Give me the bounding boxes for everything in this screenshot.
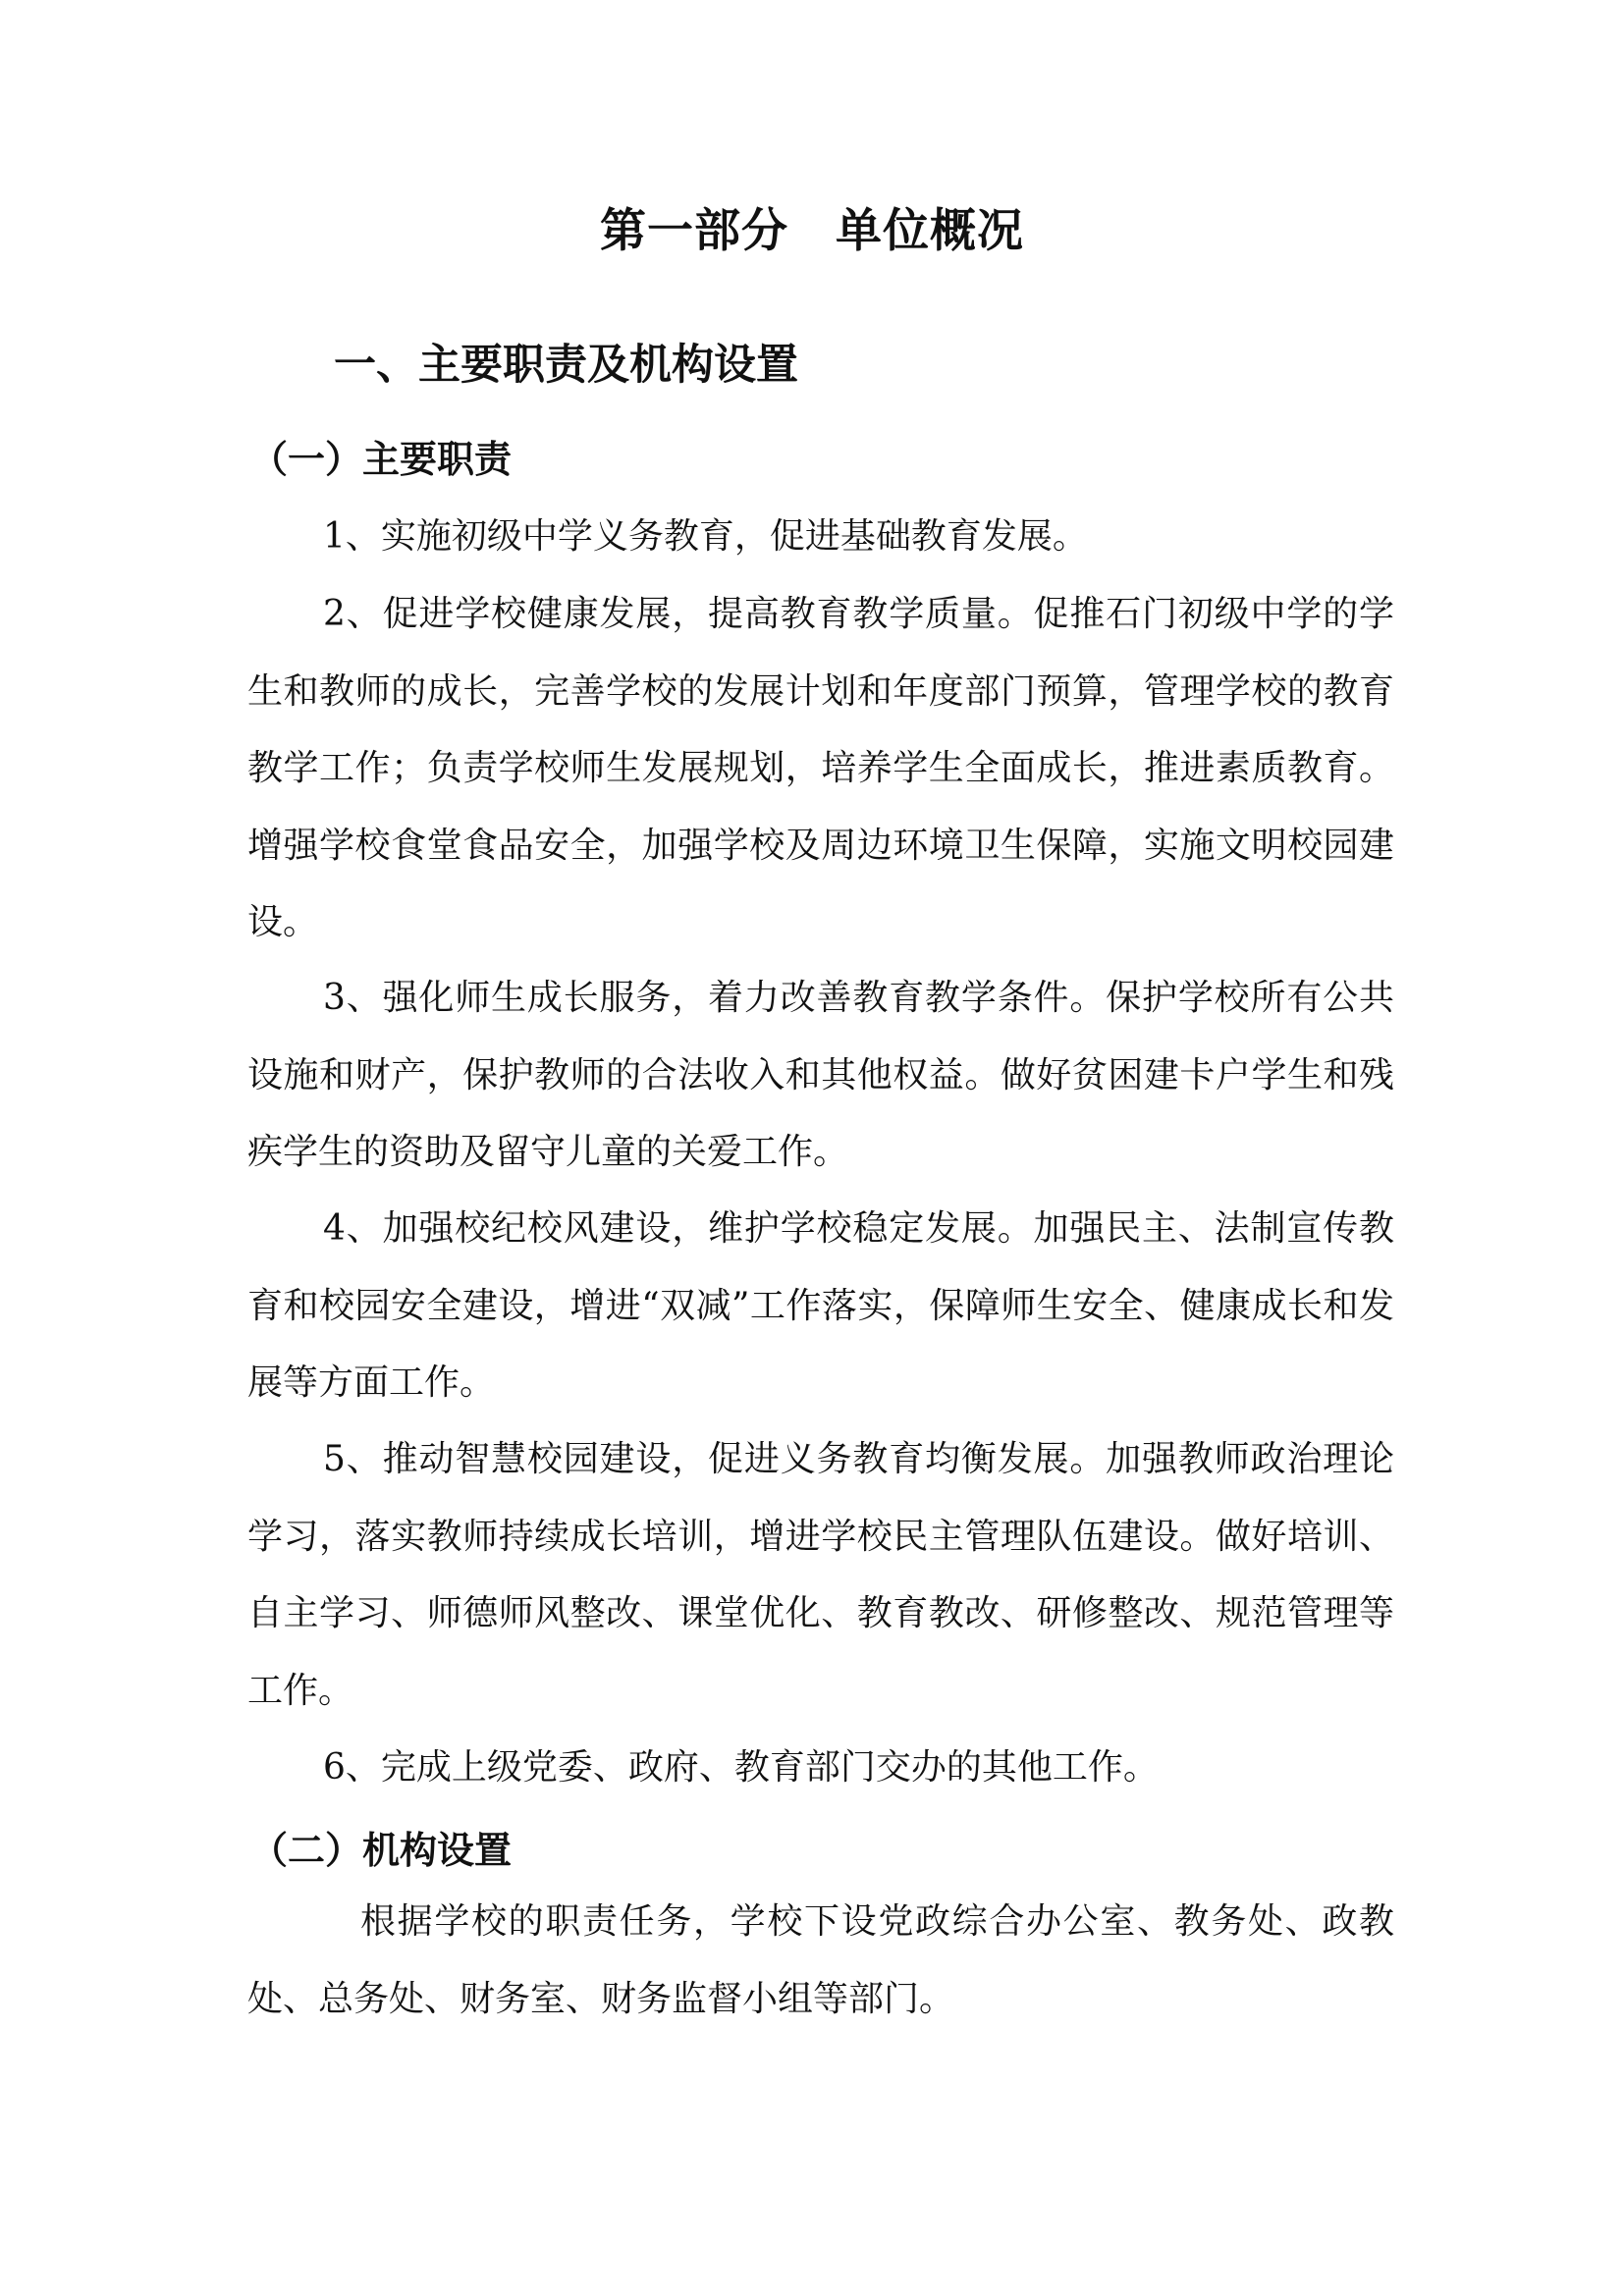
- org-setup-paragraph: 根据学校的职责任务，学校下设党政综合办公室、教务处、政教处、总务处、财务室、财务监督小组等部门。: [247, 1901, 1394, 2019]
- part-title: 第一部分 单位概况: [600, 204, 1024, 258]
- duty-item-1: 1、实施初级中学义务教育，促进基础教育发展。: [323, 516, 1088, 557]
- duty-item-3: 3、强化师生成长服务，着力改善教育教学条件。保护学校所有公共设施和财产，保护教师的合法收入和其他权益。做好贫困建卡户学生和残疾学生的资助及留守儿童的关爱工作。: [247, 978, 1394, 1172]
- duty-item-4: 4、加强校纪校风建设，维护学校稳定发展。加强民主、法制宣传教育和校园安全建设，增进“双减”工作落实，保障师生安全、健康成长和发展等方面工作。: [247, 1208, 1394, 1403]
- duty-item-2: 2、促进学校健康发展，提高教育教学质量。促推石门初级中学的学生和教师的成长，完善学校的发展计划和年度部门预算，管理学校的教育教学工作；负责学校师生发展规划，培养学生全面成长，推进素质教育。增强学校食堂食品安全，加强学校及周边环境卫生保障，实施文明校园建设。: [247, 594, 1394, 942]
- duty-item-6: 6、完成上级党委、政府、教育部门交办的其他工作。: [323, 1747, 1159, 1788]
- subsection-title-org-setup: （二）机构设置: [250, 1828, 513, 1872]
- duty-item-5: 5、推动智慧校园建设，促进义务教育均衡发展。加强教师政治理论学习，落实教师持续成长培训，增进学校民主管理队伍建设。做好培训、自主学习、师德师风整改、课堂优化、教育教改、研修整改、规范管理等工作。: [247, 1439, 1394, 1711]
- section-title: 一、主要职责及机构设置: [334, 341, 798, 390]
- subsection-title-main-duties: （一）主要职责: [250, 437, 513, 481]
